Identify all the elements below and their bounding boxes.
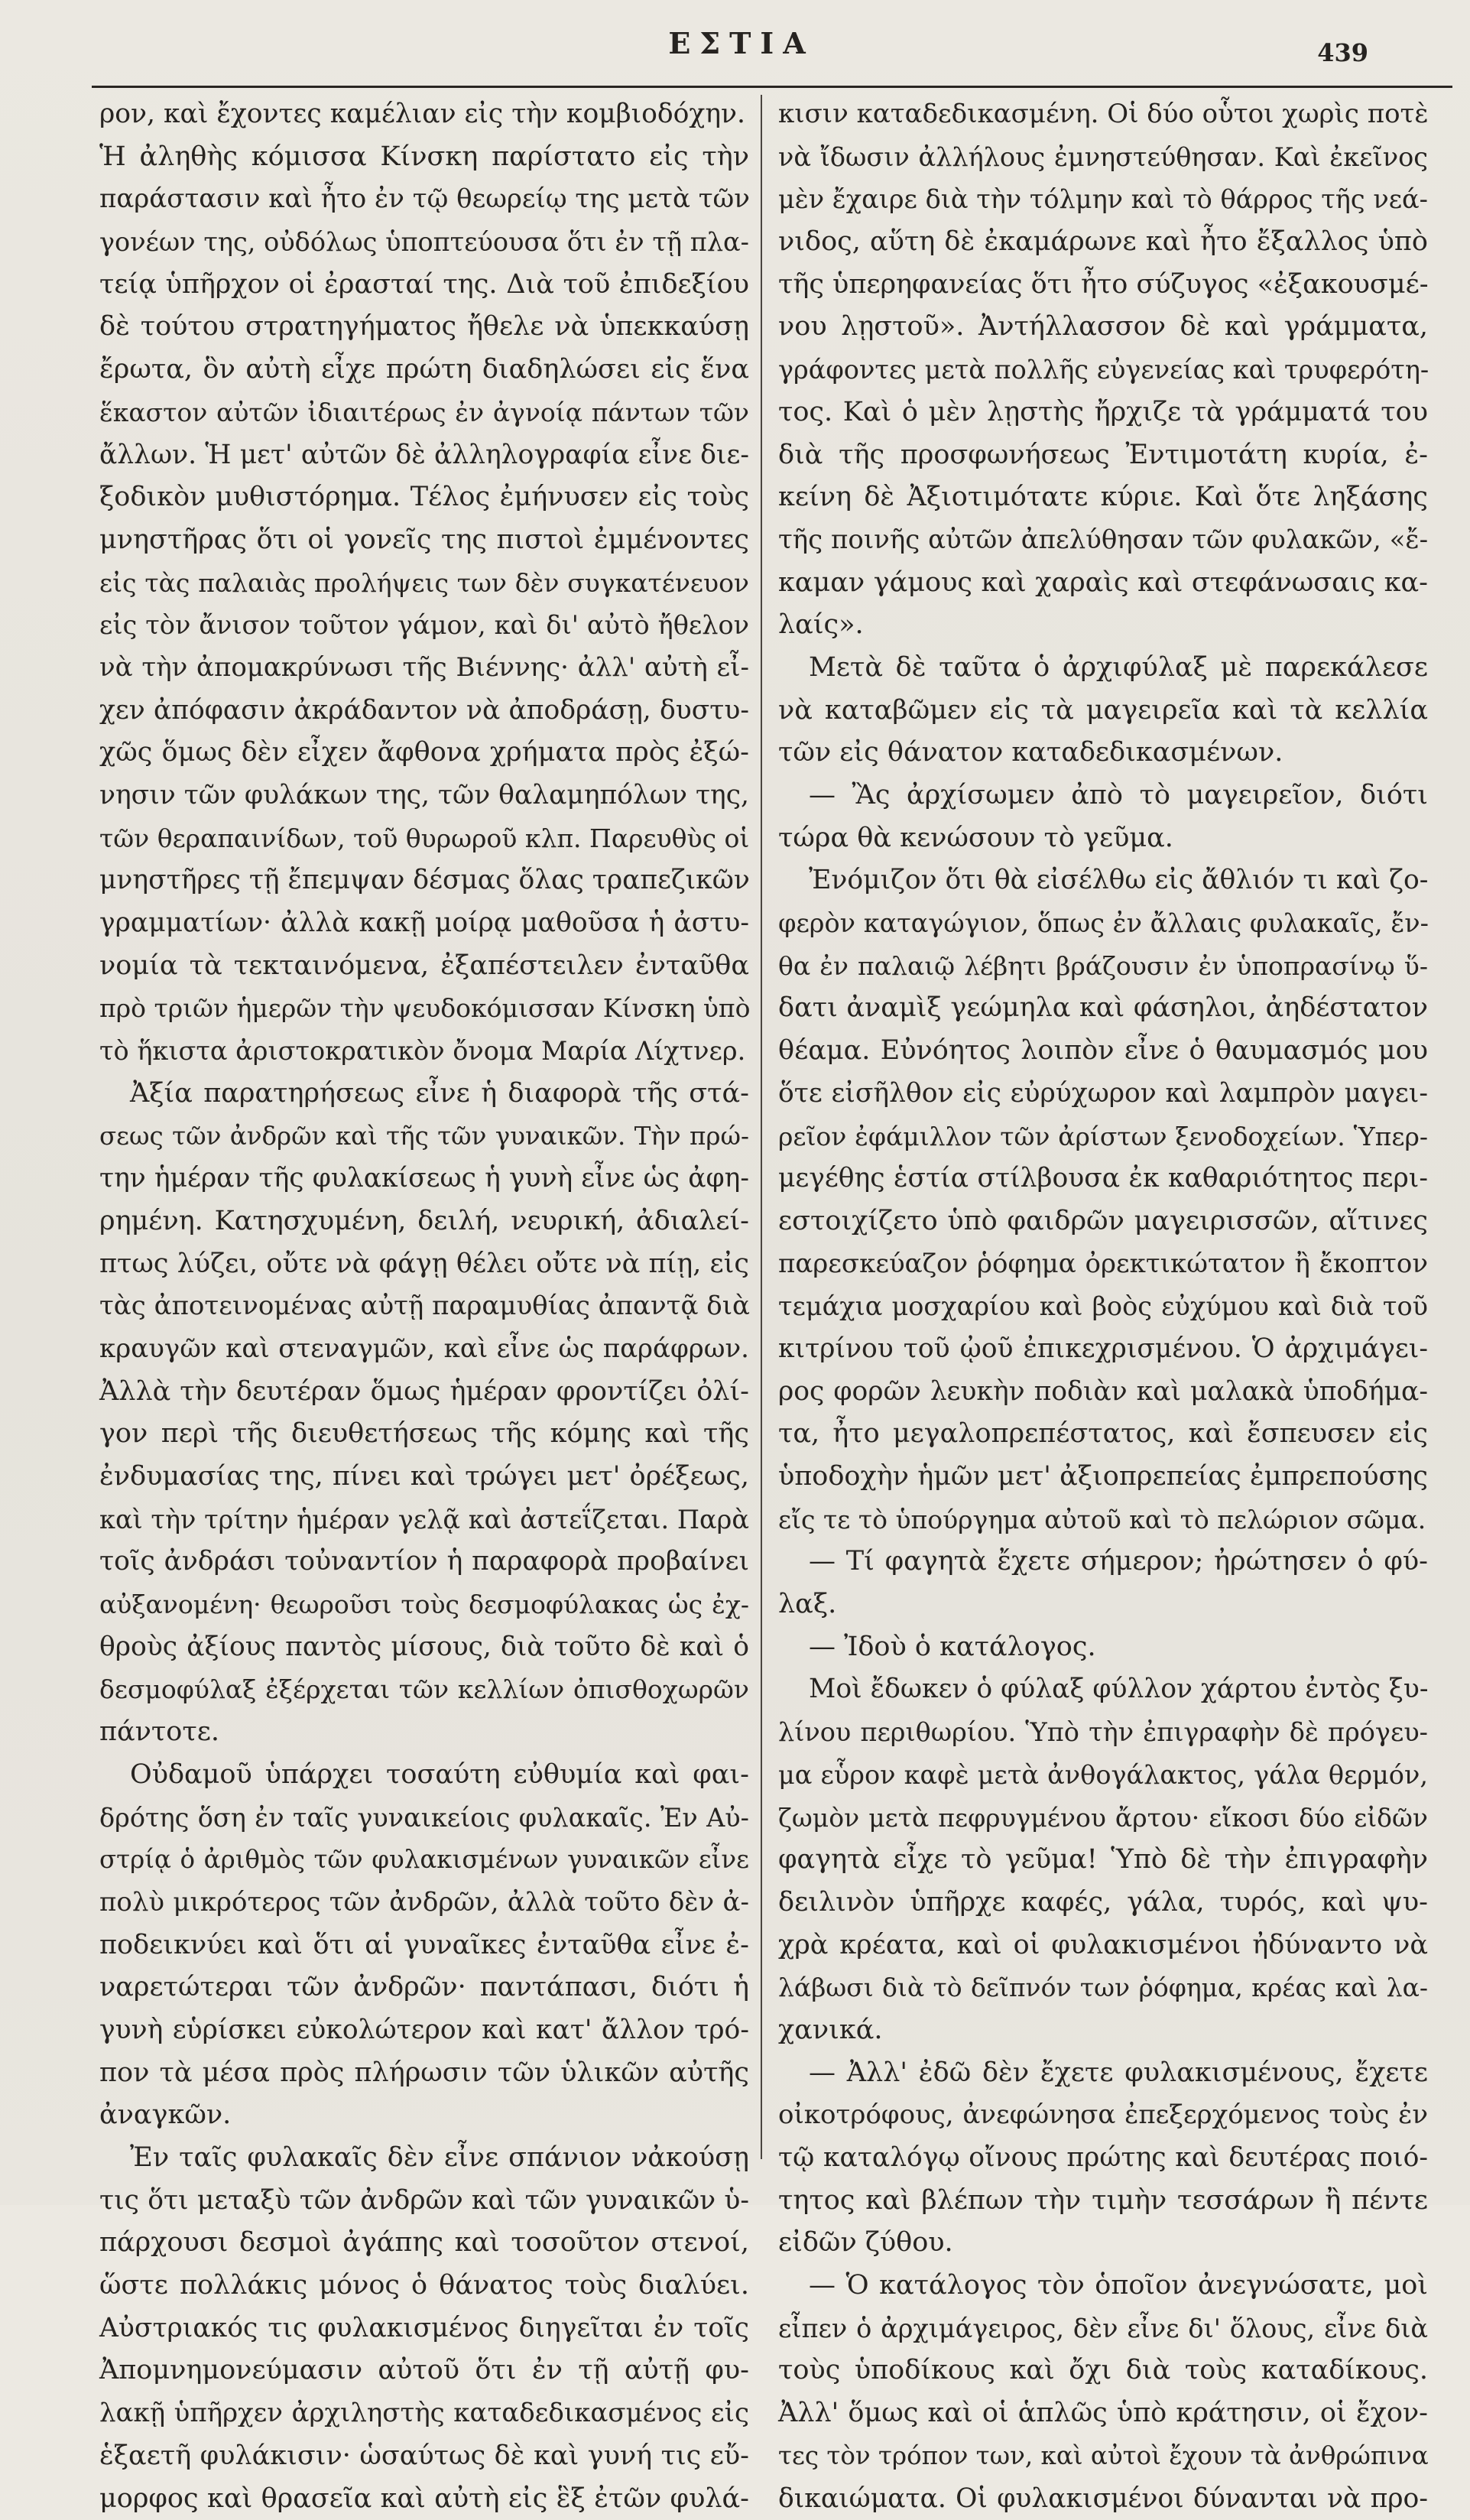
- text-line: πτως λύζει, οὔτε νὰ φάγῃ θέλει οὔτε νὰ πίῃ, εἰς: [99, 1243, 749, 1286]
- text-line: — Ὁ κατάλογος τὸν ὁποῖον ἀνεγνώσατε, μοὶ: [778, 2265, 1428, 2307]
- page-number: 439: [1317, 38, 1368, 67]
- text-line: τες τὸν τρόπον των, καὶ αὐτοὶ ἔχουν τὰ ἀνθρώπινα: [778, 2435, 1428, 2478]
- text-line: δατι ἀναμὶξ γεώμηλα καὶ φάσηλοι, ἀηδέστατον: [778, 987, 1428, 1030]
- text-line: τῆς ποινῆς αὐτῶν ἀπελύθησαν τῶν φυλακῶν, «ἔ-: [778, 519, 1428, 562]
- text-line: τῆς ὑπερηφανείας ὅτι ἦτο σύζυγος «ἐξακουσμέ-: [778, 264, 1428, 307]
- text-line: εἶπεν ὁ ἀρχιμάγειρος, δὲν εἶνε δι' ὅλους, εἶνε διὰ: [778, 2307, 1428, 2350]
- text-line: δὲ τούτου στρατηγήματος ἤθελε νὰ ὑπεκκαύσῃ: [99, 306, 749, 349]
- text-line: τῶν εἰς θάνατον καταδεδικασμένων.: [778, 732, 1428, 775]
- text-line: τώρα θὰ κενώσουν τὸ γεῦμα.: [778, 817, 1428, 860]
- text-line: τοῖς ἀνδράσι τοὐναντίον ἡ παραφορὰ προβαίνει: [99, 1541, 749, 1583]
- text-line: ρεῖον ἐφάμιλλον τῶν ἀρίστων ξενοδοχείων. Ὑπερ-: [778, 1115, 1428, 1158]
- text-line: εἰς τὸν ἄνισον τοῦτον γάμον, καὶ δι' αὐτὸ ἤθελον: [99, 604, 749, 647]
- text-line: πολὺ μικρότερος τῶν ἀνδρῶν, ἀλλὰ τοῦτο δὲν ἀ-: [99, 1882, 749, 1924]
- text-line: παρεσκεύαζον ῥόφημα ὀρεκτικώτατον ἢ ἔκοπτον: [778, 1243, 1428, 1286]
- text-line: Ἐν ταῖς φυλακαῖς δὲν εἶνε σπάνιον νἀκούσῃ: [99, 2137, 749, 2180]
- text-line: λαξ.: [778, 1583, 1428, 1626]
- left-text-column: [99, 93, 749, 2173]
- text-line: Μετὰ δὲ ταῦτα ὁ ἀρχιφύλαξ μὲ παρεκάλεσε: [778, 647, 1428, 690]
- text-line: γονέων της, οὐδόλως ὑποπτεύουσα ὅτι ἐν τῇ πλα-: [99, 221, 749, 264]
- text-line: την ἡμέραν τῆς φυλακίσεως ἡ γυνὴ εἶνε ὡς ἀφη-: [99, 1158, 749, 1200]
- text-line: μνηστῆρες τῇ ἔπεμψαν δέσμας ὅλας τραπεζικῶν: [99, 859, 749, 902]
- text-line: καὶ τὴν τρίτην ἡμέραν γελᾷ καὶ ἀστεΐζεται. Παρὰ: [99, 1499, 749, 1541]
- text-line: — Ἂς ἀρχίσωμεν ἀπὸ τὸ μαγειρεῖον, διότι: [778, 775, 1428, 817]
- text-line: κραυγῶν καὶ στεναγμῶν, καὶ εἶνε ὡς παράφρων.: [99, 1328, 749, 1371]
- text-line: γράφοντες μετὰ πολλῆς εὐγενείας καὶ τρυφερότη-: [778, 349, 1428, 391]
- text-line: ἀναγκῶν.: [99, 2094, 749, 2137]
- text-line: κείνη δὲ Ἀξιοτιμότατε κύριε. Καὶ ὅτε ληξάσης: [778, 476, 1428, 519]
- text-line: μὲν ἔχαιρε διὰ τὴν τόλμην καὶ τὸ θάρρος τῆς νεά-: [778, 178, 1428, 221]
- text-line: αὐξανομένη· θεωροῦσι τοὺς δεσμοφύλακας ὡς ἐχ-: [99, 1583, 749, 1626]
- text-line: ἑξαετῆ φυλάκισιν· ὡσαύτως δὲ καὶ γυνή τις εὔ-: [99, 2435, 749, 2478]
- text-line: ὅτε εἰσῆλθον εἰς εὐρύχωρον καὶ λαμπρὸν μαγει-: [778, 1073, 1428, 1115]
- text-line: τεμάχια μοσχαρίου καὶ βοὸς εὐχύμου καὶ διὰ τοῦ: [778, 1285, 1428, 1328]
- text-line: ρον, καὶ ἔχοντες καμέλιαν εἰς τὴν κομβιοδόχην.: [99, 93, 749, 136]
- text-line: μνηστῆρας ὅτι οἱ γονεῖς της πιστοὶ ἐμμένοντες: [99, 519, 749, 562]
- text-line: τοὺς ὑποδίκους καὶ ὄχι διὰ τοὺς καταδίκους.: [778, 2350, 1428, 2392]
- text-line: ναρετώτεραι τῶν ἀνδρῶν· παντάπασι, διότι ἡ: [99, 1966, 749, 2009]
- text-line: λίνου περιθωρίου. Ὑπὸ τὴν ἐπιγραφὴν δὲ πρόγευ-: [778, 1711, 1428, 1754]
- text-line: νιδος, αὕτη δὲ ἐκαμάρωνε καὶ ἦτο ἔξαλλος ὑπὸ: [778, 221, 1428, 264]
- text-line: δρότης ὅση ἐν ταῖς γυναικείοις φυλακαῖς. Ἐν Αὐ-: [99, 1797, 749, 1840]
- text-line: δειλινὸν ὑπῆρχε καφές, γάλα, τυρός, καὶ ψυ-: [778, 1882, 1428, 1924]
- text-line: τις ὅτι μεταξὺ τῶν ἀνδρῶν καὶ τῶν γυναικῶν ὑ-: [99, 2180, 749, 2223]
- text-line: δικαιώματα. Οἱ φυλακισμένοι δύνανται νὰ προ-: [778, 2478, 1428, 2520]
- text-line: τείᾳ ὑπῆρχον οἱ ἐρασταί της. Διὰ τοῦ ἐπιδεξίου: [99, 264, 749, 307]
- text-line: εστοιχίζετο ὑπὸ φαιδρῶν μαγειρισσῶν, αἵτινες: [778, 1200, 1428, 1243]
- text-line: εἰδῶν ζύθου.: [778, 2222, 1428, 2265]
- text-line: ἕκαστον αὐτῶν ἰδιαιτέρως ἐν ἀγνοίᾳ πάντων τῶν: [99, 391, 749, 434]
- text-line: Ἀλλὰ τὴν δευτέραν ὅμως ἡμέραν φροντίζει ὀλί-: [99, 1371, 749, 1414]
- text-line: κιτρίνου τοῦ ᾠοῦ ἐπικεχρισμένου. Ὁ ἀρχιμάγει-: [778, 1328, 1428, 1371]
- text-line: Οὐδαμοῦ ὑπάρχει τοσαύτη εὐθυμία καὶ φαι-: [99, 1754, 749, 1797]
- journal-title: ΕΣΤΙΑ: [92, 26, 1391, 60]
- text-line: νὰ τὴν ἀπομακρύνωσι τῆς Βιέννης· ἀλλ' αὐτὴ εἶ-: [99, 647, 749, 690]
- text-line: πρὸ τριῶν ἡμερῶν τὴν ψευδοκόμισσαν Κίνσκη ὑπὸ: [99, 987, 749, 1030]
- text-line: διὰ τῆς προσφωνήσεως Ἐντιμοτάτη κυρία, ἐ-: [778, 434, 1428, 477]
- text-line: τῷ καταλόγῳ οἴνους πρώτης καὶ δευτέρας ποιό-: [778, 2137, 1428, 2180]
- text-line: Αὐστριακός τις φυλακισμένος διηγεῖται ἐν τοῖς: [99, 2307, 749, 2350]
- text-line: Ἀπομνημονεύμασιν αὐτοῦ ὅτι ἐν τῇ αὐτῇ φυ-: [99, 2350, 749, 2392]
- text-line: ζωμὸν μετὰ πεφρυγμένου ἄρτου· εἴκοσι δύο εἰδῶν: [778, 1797, 1428, 1840]
- text-line: Ἐνόμιζον ὅτι θὰ εἰσέλθω εἰς ἄθλιόν τι καὶ ζο-: [778, 859, 1428, 902]
- text-line: νομία τὰ τεκταινόμενα, ἐξαπέστειλεν ἐνταῦθα: [99, 945, 749, 988]
- text-line: νὰ καταβῶμεν εἰς τὰ μαγειρεῖα καὶ τὰ κελλία: [778, 690, 1428, 732]
- text-line: πάρχουσι δεσμοὶ ἀγάπης καὶ τοσοῦτον στενοί,: [99, 2222, 749, 2265]
- text-line: πάντοτε.: [99, 1711, 749, 1754]
- text-line: ἄλλων. Ἡ μετ' αὐτῶν δὲ ἀλληλογραφία εἶνε διε-: [99, 434, 749, 477]
- column-divider: [761, 95, 762, 2159]
- text-line: — Ἀλλ' ἐδῶ δὲν ἔχετε φυλακισμένους, ἔχετε: [778, 2052, 1428, 2095]
- text-line: ξοδικὸν μυθιστόρημα. Τέλος ἐμήνυσεν εἰς τοὺς: [99, 476, 749, 519]
- text-line: οἰκοτρόφους, ἀνεφώνησα ἐπεξερχόμενος τοὺς ἐν: [778, 2094, 1428, 2137]
- text-line: νὰ ἴδωσιν ἀλλήλους ἐμνηστεύθησαν. Καὶ ἐκεῖνος: [778, 136, 1428, 179]
- text-line: ρημένη. Κατησχυμένη, δειλή, νευρική, ἀδιαλεί-: [99, 1200, 749, 1243]
- text-line: μεγέθης ἑστία στίλβουσα ἐκ καθαριότητος περι-: [778, 1158, 1428, 1200]
- text-line: θροὺς ἀξίους παντὸς μίσους, διὰ τοῦτο δὲ καὶ ὁ: [99, 1626, 749, 1669]
- text-line: Ἀξία παρατηρήσεως εἶνε ἡ διαφορὰ τῆς στά-: [99, 1073, 749, 1115]
- text-line: τὰς ἀποτεινομένας αὐτῇ παραμυθίας ἀπαντᾷ διὰ: [99, 1285, 749, 1328]
- text-line: φερὸν καταγώγιον, ὅπως ἐν ἄλλαις φυλακαῖς, ἔν-: [778, 902, 1428, 945]
- text-line: ἔρωτα, ὃν αὐτὴ εἶχε πρώτη διαδηλώσει εἰς ἕνα: [99, 349, 749, 391]
- text-line: εἰς τὰς παλαιὰς προλήψεις των δὲν συγκατένευον: [99, 562, 749, 605]
- text-line: θα ἐν παλαιῷ λέβητι βράζουσιν ἐν ὑποπρασίνῳ ὕ-: [778, 945, 1428, 988]
- text-line: πον τὰ μέσα πρὸς πλήρωσιν τῶν ὑλικῶν αὐτῆς: [99, 2052, 749, 2095]
- text-line: φαγητὰ εἶχε τὸ γεῦμα! Ὑπὸ δὲ τὴν ἐπιγραφὴν: [778, 1839, 1428, 1882]
- text-line: τὸ ἥκιστα ἀριστοκρατικὸν ὄνομα Μαρία Λίχτνερ.: [99, 1030, 749, 1073]
- text-line: παράστασιν καὶ ἦτο ἐν τῷ θεωρείῳ της μετὰ τῶν: [99, 178, 749, 221]
- text-line: χρὰ κρέατα, καὶ οἱ φυλακισμένοι ἠδύναντο νὰ: [778, 1924, 1428, 1967]
- text-line: δεσμοφύλαξ ἐξέρχεται τῶν κελλίων ὀπισθοχωρῶν: [99, 1668, 749, 1711]
- text-line: γραμματίων· ἀλλὰ κακῇ μοίρᾳ μαθοῦσα ἡ ἀστυ-: [99, 902, 749, 945]
- text-line: καμαν γάμους καὶ χαραὶς καὶ στεφάνωσαις κα-: [778, 562, 1428, 605]
- text-line: γυνὴ εὑρίσκει εὐκολώτερον καὶ κατ' ἄλλον τρό-: [99, 2009, 749, 2052]
- text-line: τῶν θεραπαινίδων, τοῦ θυρωροῦ κλπ. Παρευθὺς οἱ: [99, 817, 749, 860]
- text-line: μορφος καὶ θρασεῖα καὶ αὐτὴ εἰς ἓξ ἐτῶν φυλά-: [99, 2478, 749, 2520]
- text-line: χανικά.: [778, 2009, 1428, 2052]
- text-line: ρος φορῶν λευκὴν ποδιὰν καὶ μαλακὰ ὑποδήμα-: [778, 1371, 1428, 1414]
- text-line: λάβωσι διὰ τὸ δεῖπνόν των ῥόφημα, κρέας καὶ λα-: [778, 1966, 1428, 2009]
- text-line: σεως τῶν ἀνδρῶν καὶ τῆς τῶν γυναικῶν. Τὴν πρώ-: [99, 1115, 749, 1158]
- text-line: χεν ἀπόφασιν ἀκράδαντον νὰ ἀποδράσῃ, δυστυ-: [99, 690, 749, 732]
- text-line: — Ἰδοὺ ὁ κατάλογος.: [778, 1626, 1428, 1669]
- text-line: νησιν τῶν φυλάκων της, τῶν θαλαμηπόλων της,: [99, 775, 749, 817]
- text-line: ὑποδοχὴν ἡμῶν μετ' ἀξιοπρεπείας ἐμπρεπούσης: [778, 1456, 1428, 1499]
- text-line: λαίς».: [778, 604, 1428, 647]
- text-line: χῶς ὅμως δὲν εἶχεν ἄφθονα χρήματα πρὸς ἐξώ-: [99, 732, 749, 775]
- header-rule: [92, 86, 1452, 88]
- text-line: ποδεικνύει καὶ ὅτι αἱ γυναῖκες ἐνταῦθα εἶνε ἐ-: [99, 1924, 749, 1967]
- text-line: τα, ἦτο μεγαλοπρεπέστατος, καὶ ἔσπευσεν εἰς: [778, 1413, 1428, 1456]
- text-line: γον περὶ τῆς διευθετήσεως τῆς κόμης καὶ τῆς: [99, 1413, 749, 1456]
- text-line: εἴς τε τὸ ὑπούργημα αὐτοῦ καὶ τὸ πελώριον σῶμα.: [778, 1499, 1428, 1541]
- text-line: νου λῃστοῦ». Ἀντήλλασσον δὲ καὶ γράμματα,: [778, 306, 1428, 349]
- running-head: [92, 23, 1391, 69]
- text-line: Ἡ ἀληθὴς κόμισσα Κίνσκη παρίστατο εἰς τὴν: [99, 136, 749, 179]
- text-line: στρίᾳ ὁ ἀριθμὸς τῶν φυλακισμένων γυναικῶν εἶνε: [99, 1839, 749, 1882]
- text-line: τος. Καὶ ὁ μὲν λῃστὴς ἤρχιζε τὰ γράμματά του: [778, 391, 1428, 434]
- text-line: λακῇ ὑπῆρχεν ἀρχιληστὴς καταδεδικασμένος εἰς: [99, 2392, 749, 2435]
- right-text-column: [778, 93, 1428, 2173]
- text-line: — Τί φαγητὰ ἔχετε σήμερον; ἠρώτησεν ὁ φύ-: [778, 1541, 1428, 1583]
- text-line: μα εὗρον καφὲ μετὰ ἀνθογάλακτος, γάλα θερμόν,: [778, 1754, 1428, 1797]
- text-line: Μοὶ ἔδωκεν ὁ φύλαξ φύλλον χάρτου ἐντὸς ξυ-: [778, 1668, 1428, 1711]
- text-line: κισιν καταδεδικασμένη. Οἱ δύο οὗτοι χωρὶς ποτὲ: [778, 93, 1428, 136]
- text-line: ἐνδυμασίας της, πίνει καὶ τρώγει μετ' ὀρέξεως,: [99, 1456, 749, 1499]
- text-line: Ἀλλ' ὅμως καὶ οἱ ἁπλῶς ὑπὸ κράτησιν, οἱ ἔχον-: [778, 2392, 1428, 2435]
- text-line: τητος καὶ βλέπων τὴν τιμὴν τεσσάρων ἢ πέντε: [778, 2180, 1428, 2223]
- text-line: ὥστε πολλάκις μόνος ὁ θάνατος τοὺς διαλύει.: [99, 2265, 749, 2307]
- text-line: θέαμα. Εὐνόητος λοιπὸν εἶνε ὁ θαυμασμός μου: [778, 1030, 1428, 1073]
